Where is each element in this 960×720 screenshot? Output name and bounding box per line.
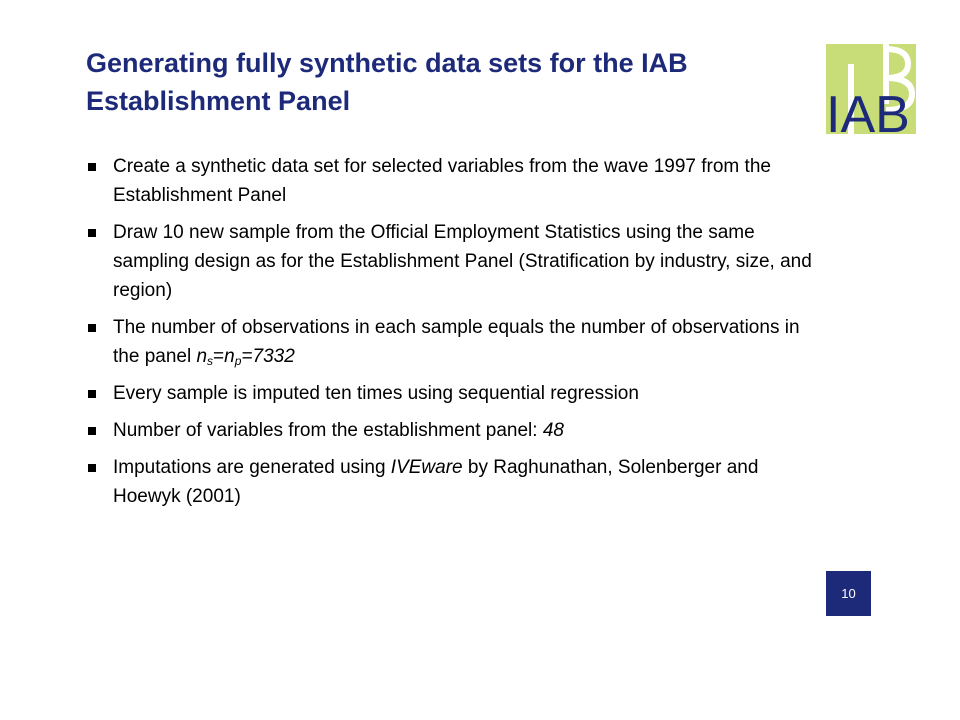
- bullet-square-icon: [88, 427, 96, 435]
- bullet-item: [86, 416, 816, 445]
- slide-title: Generating fully synthetic data sets for the IAB Establishment Panel: [86, 48, 688, 116]
- page-number: 10: [826, 571, 871, 616]
- bullet-square-icon: [88, 163, 96, 171]
- bullet-text-rest: by Raghunathan, Solenberger and Hoewyk (2001): [113, 457, 759, 507]
- bullet-square-icon: [88, 464, 96, 472]
- bullet-item: [86, 152, 816, 210]
- bullet-item: [86, 218, 816, 305]
- subscript-p: p: [234, 354, 242, 368]
- bullet-square-icon: [88, 229, 96, 237]
- bullet-item: [86, 379, 816, 408]
- bullet-text: Draw 10 new sample from the Official Employment Statistics using the same sampling design as for the Establishment Panel (Stratification by industry, size, and region): [113, 222, 812, 301]
- bullet-item: [86, 453, 816, 511]
- bullet-square-icon: [88, 324, 96, 332]
- bullet-text: The number of observations in each sample equals the number of observations in the panel: [113, 317, 800, 367]
- equals-sign: =: [213, 346, 225, 367]
- subscript-s: s: [207, 354, 214, 368]
- svg-text:IAB: IAB: [826, 86, 910, 134]
- n-s-symbol: n: [196, 346, 208, 367]
- bullet-text: Number of variables from the establishment panel:: [113, 420, 543, 441]
- iab-logo: [826, 44, 916, 134]
- observation-count: =7332: [241, 346, 295, 367]
- bullet-text: Every sample is imputed ten times using sequential regression: [113, 383, 639, 404]
- bullet-square-icon: [88, 390, 96, 398]
- variable-count: 48: [542, 420, 564, 441]
- n-p-symbol: n: [224, 346, 235, 367]
- software-name: IVEware: [390, 457, 463, 478]
- bullet-text: Imputations are generated using: [113, 457, 391, 478]
- bullet-item: [86, 313, 816, 371]
- bullet-text: Create a synthetic data set for selected variables from the wave 1997 from the Establishment Panel: [113, 156, 771, 206]
- bullet-list: [86, 152, 816, 519]
